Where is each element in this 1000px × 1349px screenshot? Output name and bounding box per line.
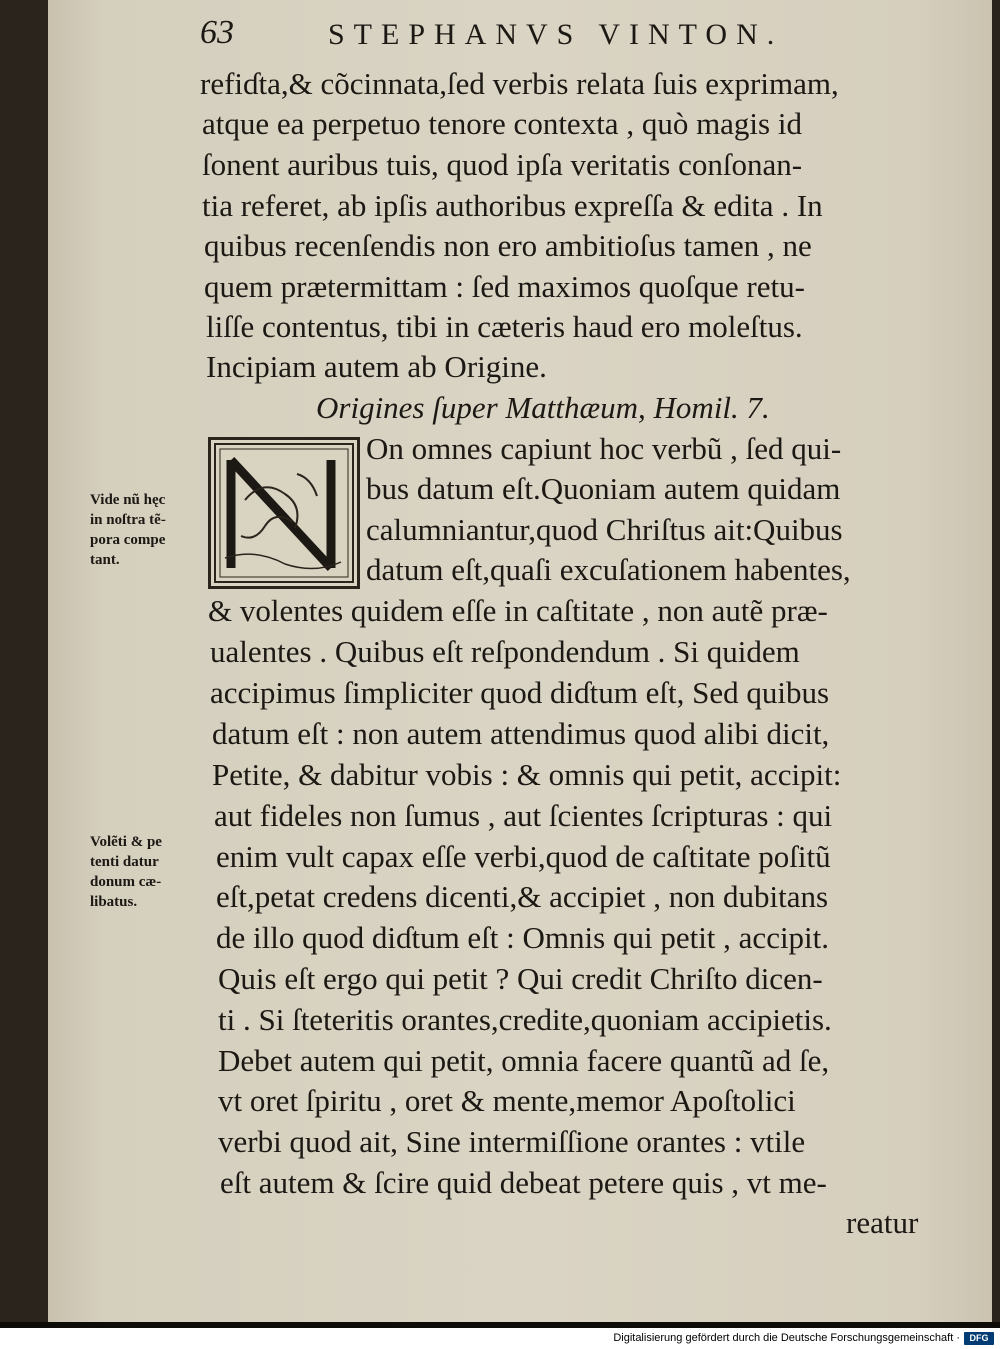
text-line: ſonent auribus tuis, quod ipſa veritatis conſonan- xyxy=(202,147,803,182)
dfg-logo-icon[interactable]: DFG xyxy=(964,1332,994,1345)
catchword: reatur xyxy=(846,1205,919,1240)
page-number: 63 xyxy=(200,14,234,51)
margin-note-line: tenti datur xyxy=(90,854,159,870)
running-title: STEPHANVS VINTON. xyxy=(328,18,784,51)
text-line: accipimus ſimpliciter quod diɗtum eſt, Sed quibus xyxy=(210,675,830,710)
text-line: ualentes . Quibus eſt reſpondendum . Si quidem xyxy=(210,634,800,669)
text-line: datum eſt : non autem attendimus quod alibi dicit, xyxy=(212,716,830,751)
text-line: bus datum eſt.Quoniam autem quidam xyxy=(366,471,841,506)
running-head xyxy=(200,14,960,54)
text-line: On omnes capiunt hoc verbũ , ſed qui- xyxy=(366,431,842,466)
section-heading: Origines ſuper Matthæum, Homil. 7. xyxy=(316,390,770,425)
funding-credit-bar xyxy=(0,1328,1000,1349)
text-line: aut fideles non ſumus , aut ſcientes ſcripturas : qui xyxy=(214,798,833,833)
text-line: Debet autem qui petit, omnia facere quantũ ad ſe, xyxy=(218,1043,830,1078)
margin-note-line: Vide nũ hęc xyxy=(90,492,166,508)
text-line: & volentes quidem eſſe in caſtitate , non autẽ præ- xyxy=(208,593,828,628)
text-line: quem prætermittam : ſed maximos quoſque retu- xyxy=(204,269,805,304)
text-line: Quis eſt ergo qui petit ? Qui credit Chriſto dicen- xyxy=(218,961,823,996)
text-line: calumniantur,quod Chriſtus ait:Quibus xyxy=(366,512,843,547)
text-line: verbi quod ait, Sine intermiſſione orantes : vtile xyxy=(218,1124,806,1159)
text-line: vt oret ſpiritu , oret & mente,memor Apoſtolici xyxy=(218,1083,796,1118)
funding-credit-text: Digitalisierung gefördert durch die Deutsche Forschungsgemeinschaft · xyxy=(613,1332,960,1344)
text-line: liſſe contentus, tibi in cæteris haud ero moleſtus. xyxy=(206,309,803,344)
text-line: datum eſt,quaſi excuſationem habentes, xyxy=(366,552,851,587)
text-line: de illo quod diɗtum eſt : Omnis qui petit , accipit. xyxy=(216,920,830,955)
text-line: refiɗta,& cõcinnata,ſed verbis relata ſuis exprimam, xyxy=(200,66,839,101)
text-line: quibus recenſendis non ero ambitioſus tamen , ne xyxy=(204,228,812,263)
margin-note xyxy=(90,490,208,570)
text-line: Incipiam autem ab Origine. xyxy=(206,349,547,384)
text-line: atque ea perpetuo tenore contexta , quò magis id xyxy=(202,106,802,141)
margin-note xyxy=(90,832,208,912)
text-line: enim vult capax eſſe verbi,quod de caſtitate poſitũ xyxy=(216,839,831,874)
margin-note-line: Volẽti & pe xyxy=(90,834,162,850)
margin-note-line: libatus. xyxy=(90,894,138,910)
text-line: eſt autem & ſcire quid debeat petere quis , vt me- xyxy=(220,1165,827,1200)
margin-note-line: donum cæ- xyxy=(90,874,162,890)
margin-note-line: in noſtra tẽ- xyxy=(90,512,166,528)
text-line: tia referet, ab ipſis authoribus expreſſa & edita . In xyxy=(202,188,823,223)
decorated-initial-N-icon xyxy=(208,437,360,589)
text-line: Petite, & dabitur vobis : & omnis qui petit, accipit: xyxy=(212,757,842,792)
margin-note-line: pora compe xyxy=(90,532,166,548)
text-line: ti . Si ſteteritis orantes,credite,quoniam accipietis. xyxy=(218,1002,832,1037)
margin-note-line: tant. xyxy=(90,552,120,568)
text-line: eſt,petat credens dicenti,& accipiet , non dubitans xyxy=(216,879,829,914)
